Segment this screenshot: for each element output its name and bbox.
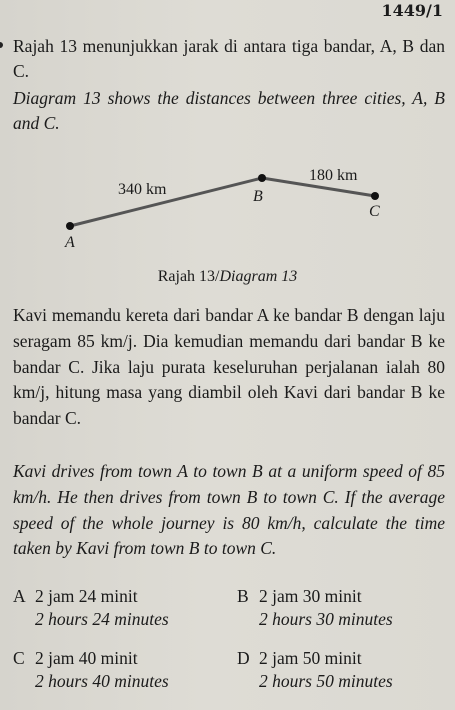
option-b[interactable] (237, 586, 393, 630)
point-c-dot (371, 192, 379, 200)
option-d-letter: D (237, 648, 250, 668)
option-b-letter: B (237, 586, 249, 606)
option-a[interactable] (13, 586, 169, 630)
option-b-malay: 2 jam 30 minit (259, 586, 362, 606)
question-intro-english: Diagram 13 shows the distances between three cities, A, B and C. (13, 88, 445, 133)
point-b-dot (258, 174, 266, 182)
option-c-letter: C (13, 648, 25, 668)
question-bullet (0, 42, 3, 48)
option-a-malay: 2 jam 24 minit (35, 586, 138, 606)
option-d-english: 2 hours 50 minutes (259, 671, 393, 691)
option-d[interactable] (237, 648, 393, 692)
option-d-malay: 2 jam 50 minit (259, 648, 362, 668)
question-body-english: Kavi drives from town A to town B at a uniform speed of 85 km/h. He then drives from town B to town C. If the average speed of the whole journey is 80 km/h, calculate the time taken by Kavi from town B to town C. (13, 461, 445, 559)
option-b-english: 2 hours 30 minutes (259, 609, 393, 629)
label-bc-distance: 180 km (309, 167, 358, 184)
label-point-b: B (253, 188, 263, 205)
caption-malay: Rajah 13/ (157, 268, 220, 285)
label-ab-distance: 340 km (118, 181, 167, 198)
question-intro-malay: Rajah 13 menunjukkan jarak di antara tiga bandar, A, B dan C. (13, 36, 445, 81)
question-body-malay: Kavi memandu kereta dari bandar A ke bandar B dengan laju seragam 85 km/j. Dia kemudian memandu dari bandar B ke bandar C. Jika laju purata keseluruhan perjalanan ialah 80 km/j, hitung masa yang diambil oleh Kavi dari bandar B ke bandar C. (13, 305, 445, 429)
diagram-caption (0, 268, 455, 286)
option-a-letter: A (13, 586, 26, 606)
option-c-malay: 2 jam 40 minit (35, 648, 138, 668)
point-a-dot (66, 222, 74, 230)
paper-code: 1449/1 (381, 1, 443, 20)
option-a-english: 2 hours 24 minutes (35, 609, 169, 629)
caption-english: Diagram 13 (219, 268, 298, 285)
option-c-english: 2 hours 40 minutes (35, 671, 169, 691)
option-c[interactable] (13, 648, 169, 692)
label-point-a: A (65, 234, 75, 251)
label-point-c: C (369, 203, 380, 220)
